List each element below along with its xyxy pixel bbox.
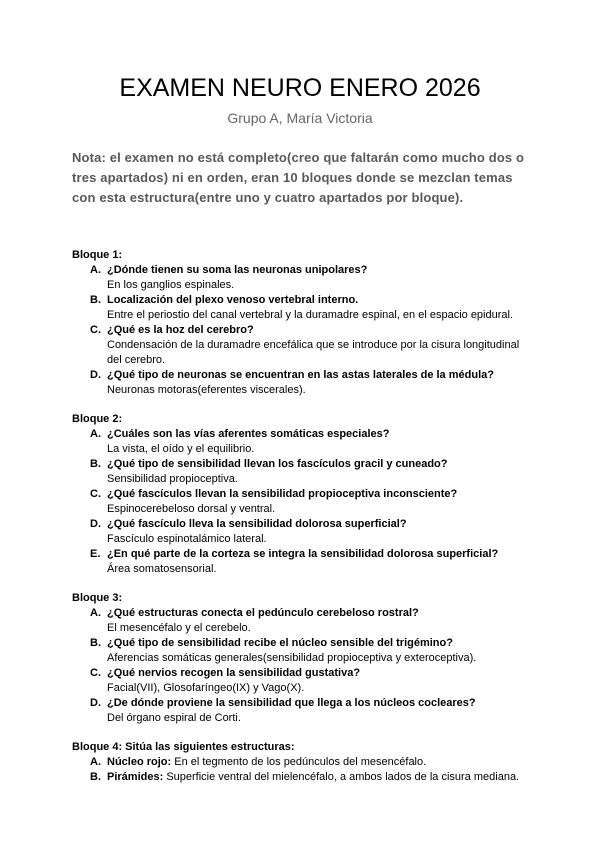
question-item [72, 517, 528, 547]
item-letter: B. [90, 637, 101, 649]
question-item [72, 368, 528, 398]
item-letter: B. [90, 771, 101, 783]
item-letter: C. [90, 324, 101, 336]
question-item [72, 606, 528, 636]
question-list [72, 263, 528, 398]
item-letter: E. [90, 548, 101, 560]
item-letter: B. [90, 294, 101, 306]
item-letter: C. [90, 667, 101, 679]
question-item [72, 323, 528, 368]
question-text: ¿Cuáles son las vías aferentes somáticas especiales? [107, 428, 390, 440]
document-subtitle: Grupo A, María Victoria [227, 110, 373, 126]
question-item [72, 770, 528, 785]
item-letter: B. [90, 458, 101, 470]
question-item [72, 427, 528, 457]
answer-text: Aferencias somáticas generales(sensibilidad propioceptiva y exteroceptiva). [107, 652, 477, 664]
item-letter: C. [90, 488, 101, 500]
item-letter: A. [90, 428, 101, 440]
answer-text: Área somatosensorial. [107, 563, 217, 575]
item-letter: A. [90, 607, 101, 619]
question-text: Localización del plexo venoso vertebral interno. [107, 294, 359, 306]
answer-text: Del órgano espiral de Corti. [107, 712, 241, 724]
answer-text: Sensibilidad propioceptiva. [107, 473, 238, 485]
question-text: ¿Qué tipo de sensibilidad recibe el núcleo sensible del trigémino? [107, 637, 453, 649]
question-item [72, 293, 528, 323]
question-text: ¿Qué nervios recogen la sensibilidad gustativa? [107, 667, 361, 679]
question-item [72, 457, 528, 487]
question-item [72, 487, 528, 517]
question-list [72, 606, 528, 726]
block-title: Bloque 1: [72, 249, 123, 261]
answer-text: Facial(VII), Glosofaríngeo(IX) y Vago(X). [107, 682, 305, 694]
question-item [72, 547, 528, 577]
item-letter: A. [90, 264, 101, 276]
block-4 [72, 740, 528, 785]
question-text: ¿Qué fascículo lleva la sensibilidad dolorosa superficial? [107, 518, 407, 530]
item-letter: D. [90, 697, 101, 709]
question-text: ¿Qué es la hoz del cerebro? [107, 324, 254, 336]
structure-name: Núcleo rojo: [107, 756, 172, 768]
block-2 [72, 412, 528, 577]
question-text: ¿Qué estructuras conecta el pedúnculo cerebeloso rostral? [107, 607, 419, 619]
question-text: ¿Qué fascículos llevan la sensibilidad propioceptiva inconsciente? [107, 488, 458, 500]
question-item [72, 636, 528, 666]
question-item [72, 263, 528, 293]
item-letter: D. [90, 518, 101, 530]
question-list [72, 427, 528, 577]
question-text: ¿De dónde proviene la sensibilidad que llega a los núcleos cocleares? [107, 697, 476, 709]
answer-text: Fascículo espinotalámico lateral. [107, 533, 267, 545]
document-title: EXAMEN NEURO ENERO 2026 [119, 74, 481, 102]
item-letter: D. [90, 369, 101, 381]
answer-text: Entre el periostio del canal vertebral y la duramadre espinal, en el espacio epidural. [107, 309, 514, 321]
item-letter: A. [90, 756, 101, 768]
block-title: Bloque 2: [72, 413, 123, 425]
answer-text: La vista, el oído y el equilibrio. [107, 443, 255, 455]
answer-text: En el tegmento de los pedúnculos del mesencéfalo. [174, 756, 427, 768]
answer-text: Superficie ventral del mielencéfalo, a ambos lados de la cisura mediana. [166, 771, 520, 783]
question-text: ¿Qué tipo de neuronas se encuentran en las astas laterales de la médula? [107, 369, 494, 381]
answer-text: En los ganglios espinales. [107, 279, 235, 291]
question-item [72, 666, 528, 696]
answer-text: Espinocerebeloso dorsal y ventral. [107, 503, 276, 515]
question-list [72, 755, 528, 785]
block-1 [72, 248, 528, 398]
answer-text: Condensación de la duramadre encefálica que se introduce por la cisura longitudinal del cerebro. [107, 339, 520, 366]
exam-note: Nota: el examen no está completo(creo que faltarán como mucho dos o tres apartados) ni en orden, eran 10 bloques donde se mezclan temas con esta estructura(entre uno y cuatro apartados por bloque). [72, 150, 525, 205]
block-3 [72, 591, 528, 726]
question-text: ¿Qué tipo de sensibilidad llevan los fascículos gracil y cuneado? [107, 458, 448, 470]
question-item [72, 755, 528, 770]
block-title: Bloque 3: [72, 592, 123, 604]
question-item [72, 696, 528, 726]
question-text: ¿Dónde tienen su soma las neuronas unipolares? [107, 264, 368, 276]
block-title: Bloque 4: Sitúa las siguientes estructuras: [72, 741, 295, 753]
structure-name: Pirámides: [107, 771, 164, 783]
question-text: ¿En qué parte de la corteza se integra la sensibilidad dolorosa superficial? [107, 548, 499, 560]
answer-text: Neuronas motoras(eferentes viscerales). [107, 384, 306, 396]
answer-text: El mesencéfalo y el cerebelo. [107, 622, 251, 634]
